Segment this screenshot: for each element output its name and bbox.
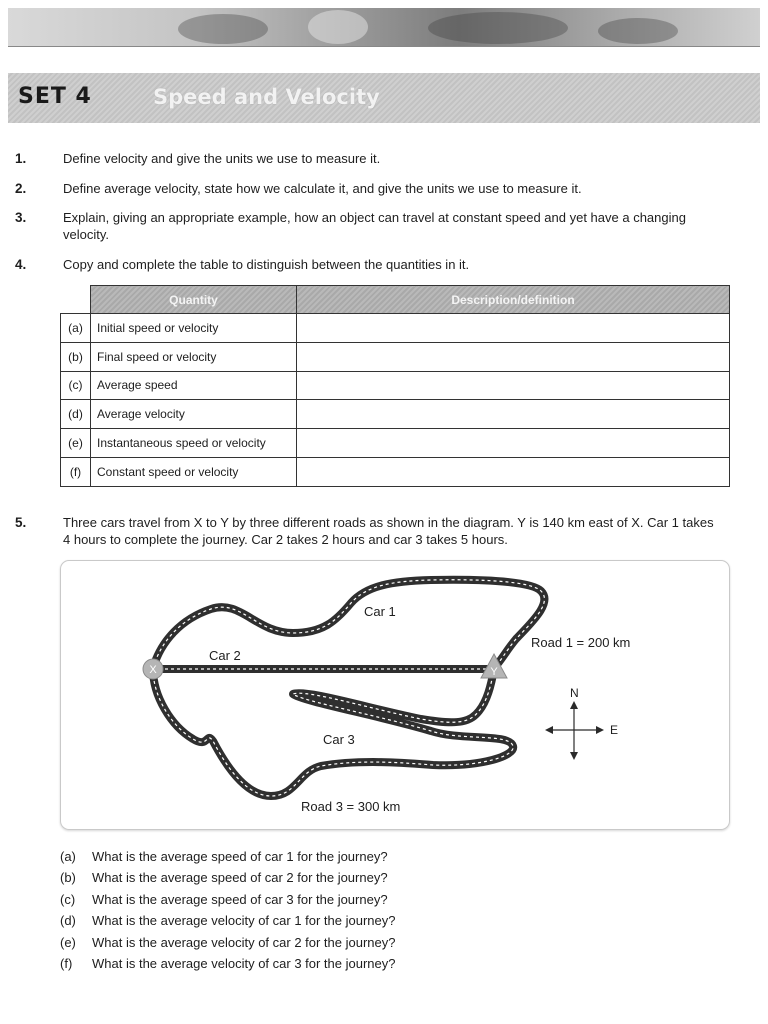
row-label: (f) — [61, 457, 91, 486]
question-text: Define average velocity, state how we calculate it, and give the units we use to measure it. — [63, 181, 582, 196]
row-label: (b) — [61, 342, 91, 371]
subquestion-text: What is the average speed of car 1 for the journey? — [92, 849, 388, 864]
quantity-table — [60, 285, 730, 487]
page-title: Speed and Velocity — [153, 85, 380, 109]
subquestion-label: (f) — [60, 956, 73, 971]
quantity-cell: Constant speed or velocity — [91, 457, 297, 486]
table-row — [61, 314, 730, 343]
quantity-cell: Average speed — [91, 371, 297, 400]
description-cell — [297, 314, 730, 343]
set-label: SET 4 — [18, 84, 92, 109]
quantity-cell: Initial speed or velocity — [91, 314, 297, 343]
table-row — [61, 371, 730, 400]
road-1-label: Road 1 = 200 km — [531, 635, 631, 650]
set-title-bar — [8, 73, 760, 123]
question-text: Explain, giving an appropriate example, how an object can travel at constant speed and yet have a changing velocity. — [63, 210, 686, 242]
car-2-label: Car 2 — [209, 648, 241, 663]
description-cell — [297, 342, 730, 371]
column-header-description: Description/definition — [297, 286, 730, 314]
row-label: (c) — [61, 371, 91, 400]
row-label: (a) — [61, 314, 91, 343]
point-y-label: Y — [490, 666, 498, 678]
question-number: 5. — [15, 515, 27, 530]
column-header-quantity: Quantity — [91, 286, 297, 314]
subquestion-text: What is the average speed of car 2 for the journey? — [92, 870, 388, 885]
car-1-label: Car 1 — [364, 604, 396, 619]
header-banner-image — [8, 8, 760, 47]
description-cell — [297, 371, 730, 400]
question-number: 4. — [15, 257, 27, 272]
table-corner — [61, 286, 91, 314]
subquestion-label: (c) — [60, 892, 76, 907]
table-row — [61, 429, 730, 458]
description-cell — [297, 429, 730, 458]
row-label: (e) — [61, 429, 91, 458]
question-text: Three cars travel from X to Y by three different roads as shown in the diagram. Y is 140 km east of X. Car 1 takes 4 hours to complete the journey. Car 2 takes 2 hours and car 3 takes 5 hours. — [63, 515, 714, 547]
compass-east-label: E — [610, 723, 619, 737]
description-cell — [297, 457, 730, 486]
row-label: (d) — [61, 400, 91, 429]
quantity-cell: Average velocity — [91, 400, 297, 429]
road-3-label: Road 3 = 300 km — [301, 799, 401, 814]
road-diagram — [60, 560, 730, 830]
quantity-cell: Instantaneous speed or velocity — [91, 429, 297, 458]
road-diagram-svg — [61, 561, 729, 829]
subquestion-text: What is the average velocity of car 3 for the journey? — [92, 956, 396, 971]
question-text: Define velocity and give the units we use to measure it. — [63, 151, 381, 166]
compass-north-label: N — [570, 686, 579, 700]
subquestion-text: What is the average speed of car 3 for the journey? — [92, 892, 388, 907]
quantity-cell: Final speed or velocity — [91, 342, 297, 371]
table-row — [61, 457, 730, 486]
question-number: 3. — [15, 210, 27, 225]
table-row — [61, 400, 730, 429]
description-cell — [297, 400, 730, 429]
car-3-label: Car 3 — [323, 732, 355, 747]
question-text: Copy and complete the table to distinguish between the quantities in it. — [63, 257, 470, 272]
point-x-label: X — [149, 664, 157, 676]
question-number: 2. — [15, 181, 27, 196]
question-number: 1. — [15, 151, 27, 166]
table-row — [61, 342, 730, 371]
compass-icon — [545, 701, 604, 760]
subquestion-text: What is the average velocity of car 2 for the journey? — [92, 935, 396, 950]
subquestion-label: (b) — [60, 870, 76, 885]
subquestion-label: (a) — [60, 849, 76, 864]
subquestion-text: What is the average velocity of car 1 for the journey? — [92, 913, 396, 928]
subquestion-label: (e) — [60, 935, 76, 950]
subquestion-label: (d) — [60, 913, 76, 928]
